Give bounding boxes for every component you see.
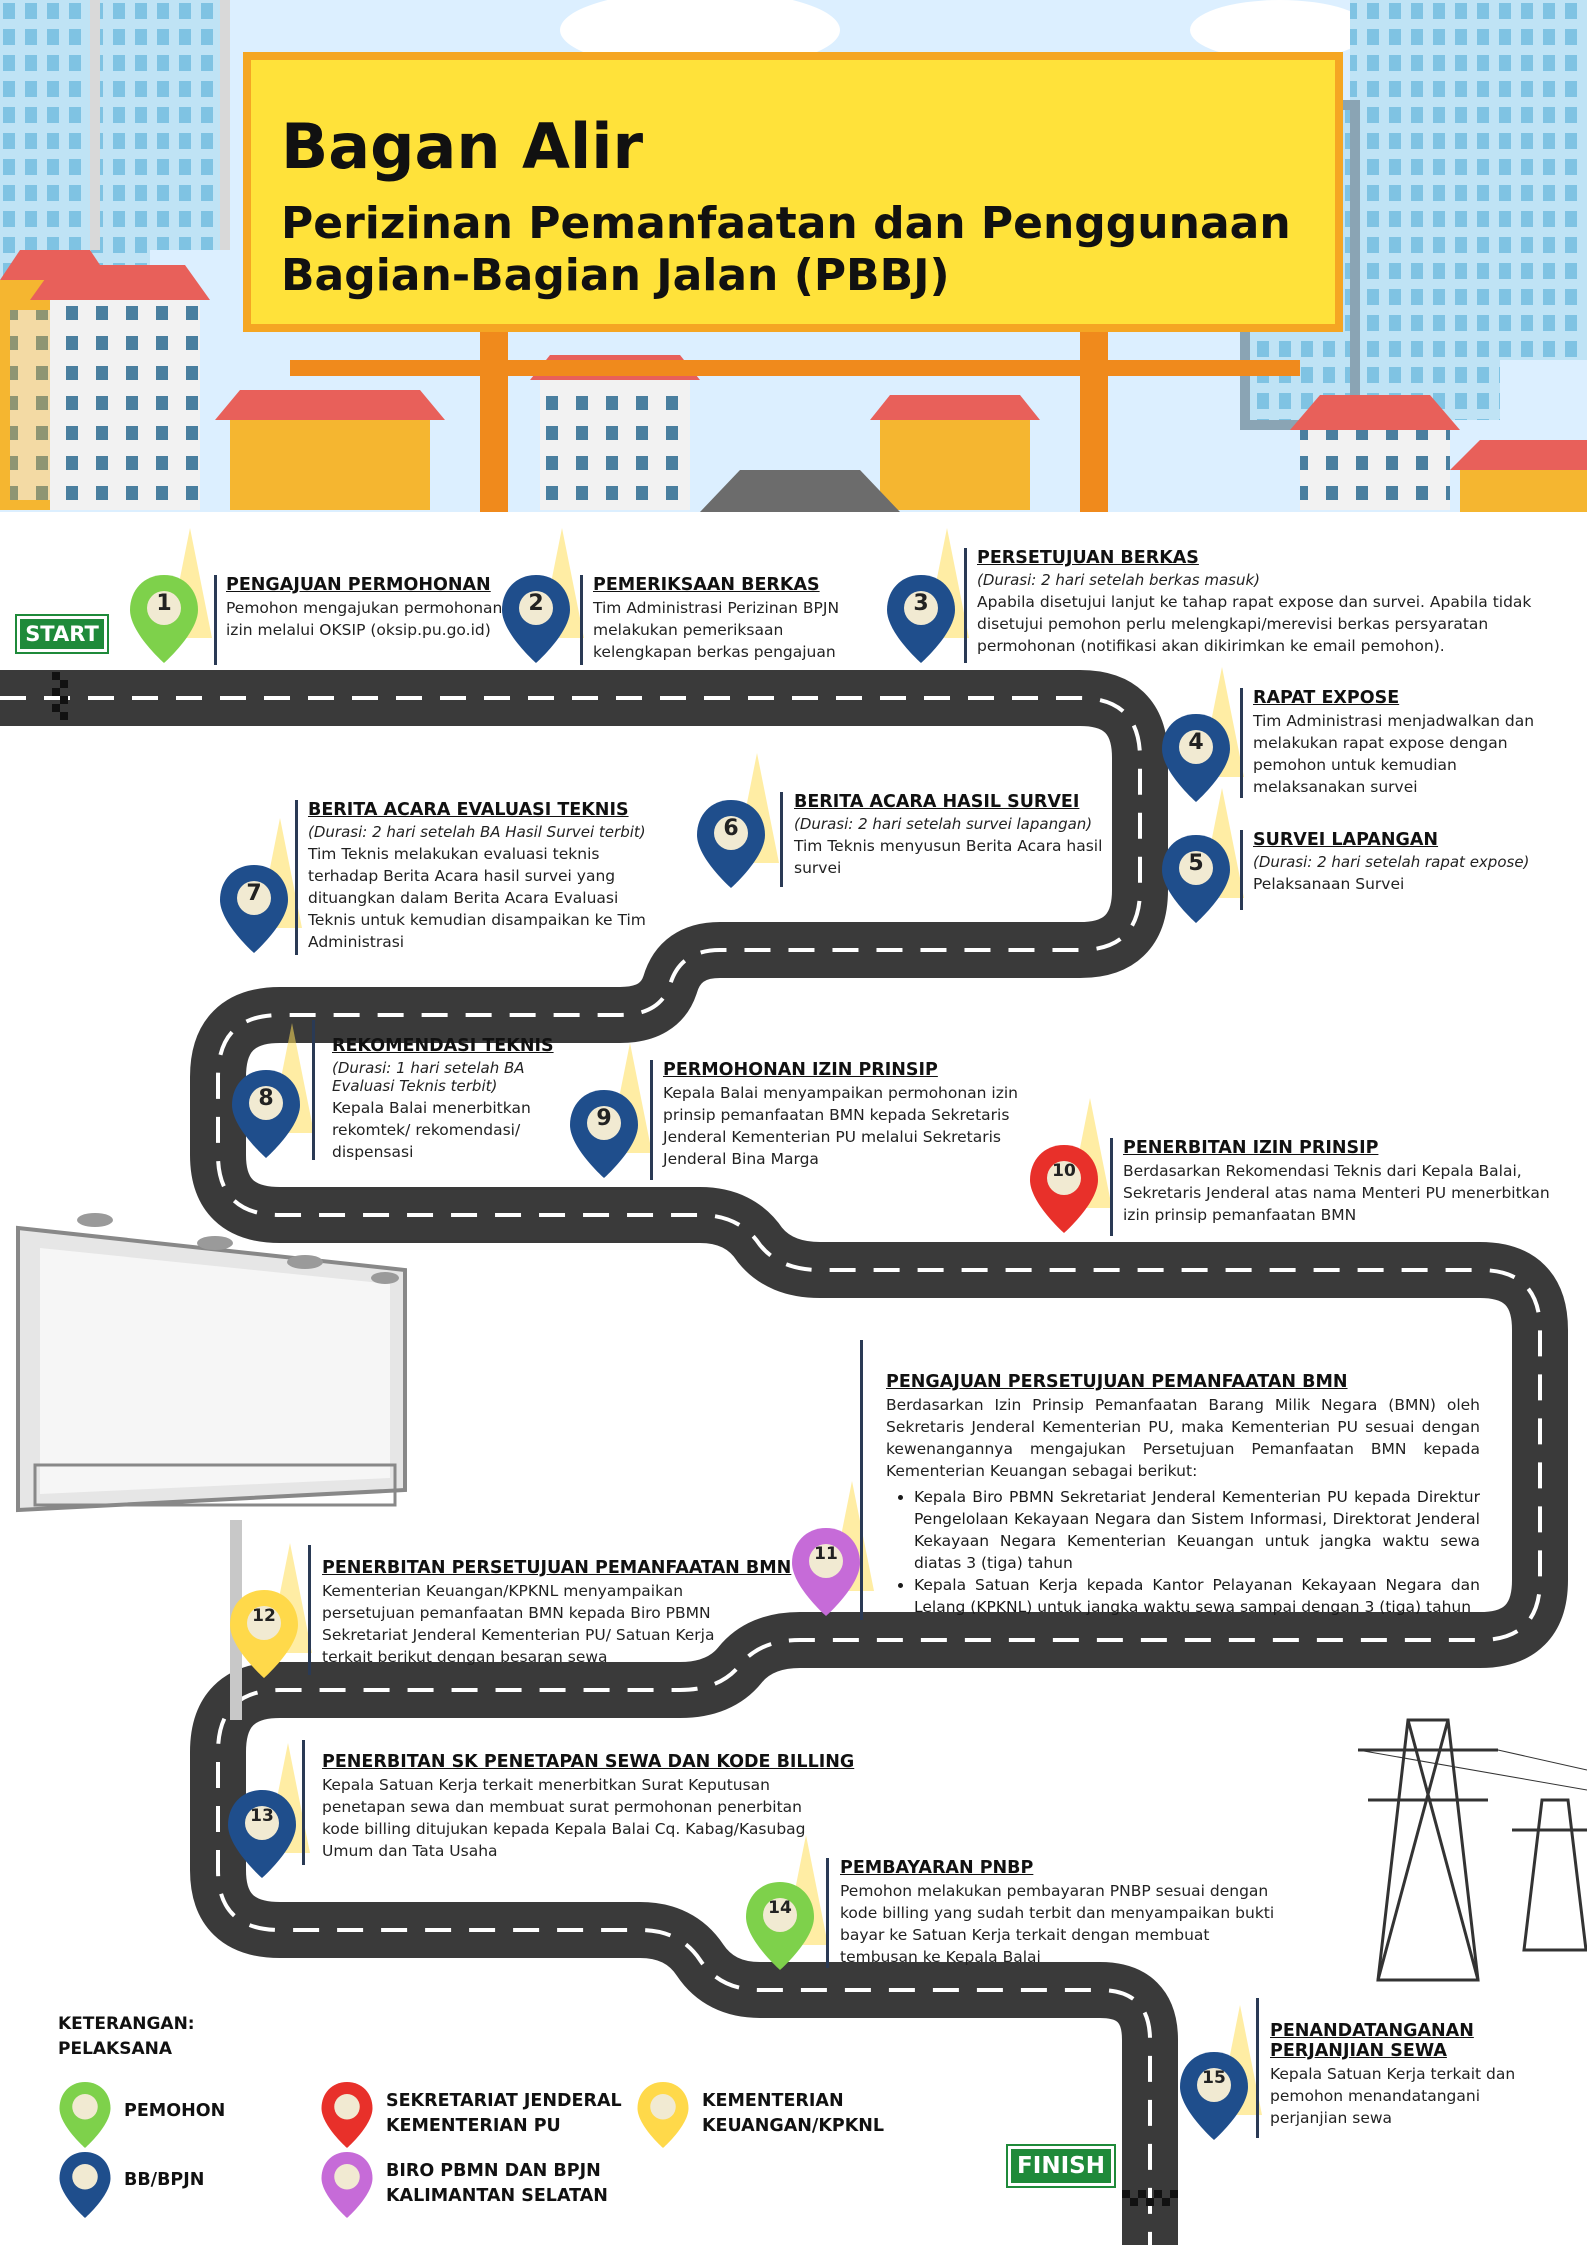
step-4-pole [1240, 688, 1243, 798]
legend-label-biro: BIRO PBMN DAN BPJN KALIMANTAN SELATAN [386, 2161, 608, 2206]
legend-label-sekjen: SEKRETARIAT JENDERAL KEMENTERIAN PU [386, 2091, 622, 2136]
step-15-desc: Kepala Satuan Kerja terkait dan pemohon menandatangani perjanjian sewa [1270, 2065, 1516, 2127]
step-3 [977, 548, 1537, 657]
step-2 [593, 575, 855, 663]
step-15-pin-icon [1178, 2050, 1250, 2142]
step-1 [226, 575, 506, 641]
legend-heading-line1: KETERANGAN: [58, 2014, 195, 2034]
step-3-title: PERSETUJUAN BERKAS [977, 548, 1199, 568]
legend-pin-icon-1 [58, 2080, 112, 2150]
page-subtitle-line1: Perizinan Pemanfaatan dan Penggunaan [281, 198, 1291, 249]
step-7-pin-icon [218, 863, 290, 955]
step-1-pin-icon [128, 573, 200, 665]
step-11 [886, 1372, 1480, 1618]
finish-sign: FINISH [1008, 2146, 1114, 2186]
step-14-title: PEMBAYARAN PNBP [840, 1858, 1034, 1878]
step-7-desc: Tim Teknis melakukan evaluasi teknis terhadap Berita Acara hasil survei yang dituangkan dalam Berita Acara Evaluasi Teknis untuk kemudian disampaikan ke Tim Administrasi [308, 845, 646, 951]
step-10 [1123, 1138, 1563, 1226]
step-2-desc: Tim Administrasi Perizinan BPJN melakukan pemeriksaan kelengkapan berkas pengajuan [593, 599, 840, 661]
step-2-pin-icon [500, 573, 572, 665]
legend-label-keuangan: KEMENTERIAN KEUANGAN/KPKNL [702, 2091, 885, 2136]
legend-pin-icon-3 [320, 2080, 374, 2150]
step-8-pin-icon [230, 1068, 302, 1160]
start-sign: START [17, 616, 107, 652]
step-3-duration: (Durasi: 2 hari setelah berkas masuk) [977, 571, 1261, 589]
step-3-pin-icon [885, 573, 957, 665]
step-10-desc: Berdasarkan Rekomendasi Teknis dari Kepala Balai, Sekretaris Jenderal atas nama Menteri PU menerbitkan izin prinsip pemanfaatan BMN [1123, 1162, 1550, 1224]
step-14-number: 14 [768, 1898, 792, 1918]
step-12-desc: Kementerian Keuangan/KPKNL menyampaikan persetujuan pemanfaatan BMN kepada Biro PBMN Sekretariat Jenderal Kementerian PU/ Satuan Kerja terkait berikut dengan besaran sewa [322, 1582, 715, 1666]
step-6-desc: Tim Teknis menyusun Berita Acara hasil survei [794, 837, 1103, 877]
step-15-number: 15 [1202, 2068, 1226, 2088]
step-5-desc: Pelaksanaan Survei [1253, 875, 1405, 893]
step-1-pole [214, 575, 217, 665]
step-7-number: 7 [246, 881, 262, 906]
step-8-duration: (Durasi: 1 hari setelah BA Evaluasi Teknis terbit) [332, 1059, 525, 1095]
step-1-desc: Pemohon mengajukan permohonan izin melalui OKSIP (oksip.pu.go.id) [226, 599, 503, 639]
step-12 [322, 1558, 792, 1668]
step-5-pole [1240, 830, 1243, 910]
step-7-title: BERITA ACARA EVALUASI TEKNIS [308, 800, 629, 820]
step-1-number: 1 [156, 591, 172, 616]
step-11-bullet-2: • Kepala Satuan Kerja kepada Kantor Pelayanan Kekayaan Negara dan Lelang (KPKNL) untuk jangka waktu sewa sampai dengan 3 (tiga) tahun [914, 1574, 1480, 1618]
step-6-number: 6 [723, 816, 739, 841]
power-tower-illustration [1358, 1720, 1587, 1980]
step-14-desc: Pemohon melakukan pembayaran PNBP sesuai dengan kode billing yang sudah terbit dan menyampaikan bukti bayar ke Satuan Kerja terkait dengan membuat tembusan ke Kepala Balai [840, 1882, 1275, 1966]
step-15-pole [1256, 1998, 1259, 2138]
step-12-pin-icon [228, 1588, 300, 1680]
step-3-number: 3 [913, 591, 929, 616]
step-11-number: 11 [814, 1544, 838, 1564]
step-14-pole [826, 1858, 829, 1968]
step-2-number: 2 [528, 591, 544, 616]
step-11-title: PENGAJUAN PERSETUJUAN PEMANFAATAN BMN [886, 1372, 1348, 1392]
legend-pin-icon-5 [636, 2080, 690, 2150]
legend [58, 2012, 195, 2062]
step-5-title: SURVEI LAPANGAN [1253, 830, 1439, 850]
step-6-pole [780, 792, 783, 887]
step-3-pole [964, 548, 967, 663]
step-8-title: REKOMENDASI TEKNIS [332, 1036, 554, 1056]
step-4-title: RAPAT EXPOSE [1253, 688, 1400, 708]
step-6-pin-icon [695, 798, 767, 890]
step-4 [1253, 688, 1553, 798]
step-10-pole [1110, 1138, 1113, 1236]
step-12-pole [308, 1545, 311, 1675]
step-15-title-line1: PENANDATANGANAN [1270, 2021, 1474, 2041]
step-4-number: 4 [1188, 730, 1204, 755]
legend-heading-line2: PELAKSANA [58, 2039, 173, 2059]
step-12-number: 12 [252, 1606, 276, 1626]
step-13-number: 13 [250, 1806, 274, 1826]
step-3-desc: Apabila disetujui lanjut ke tahap rapat expose dan survei. Apabila tidak disetujui pemohon perlu melengkapi/merevisi berkas persyaratan permohonan (notifikasi akan dikirimkan ke email pemohon). [977, 593, 1532, 655]
step-8-number: 8 [258, 1086, 274, 1111]
step-5-duration: (Durasi: 2 hari setelah rapat expose) [1253, 853, 1530, 871]
step-13-pin-icon [226, 1788, 298, 1880]
step-8-pole [312, 1020, 315, 1160]
step-8 [332, 1036, 557, 1163]
legend-pin-icon-4 [320, 2150, 374, 2220]
step-9-title: PERMOHONAN IZIN PRINSIP [663, 1060, 938, 1080]
step-13-title: PENERBITAN SK PENETAPAN SEWA DAN KODE BILLING [322, 1752, 855, 1772]
step-5-pin-icon [1160, 833, 1232, 925]
step-9-number: 9 [596, 1106, 612, 1131]
step-11-pin-icon [790, 1526, 862, 1618]
step-2-pole [580, 575, 583, 665]
step-13-pole [302, 1740, 305, 1865]
step-11-bullets [886, 1486, 1480, 1618]
step-6 [794, 792, 1114, 879]
step-4-desc: Tim Administrasi menjadwalkan dan melakukan rapat expose dengan pemohon untuk kemudian melaksanakan survei [1253, 712, 1535, 796]
step-6-title: BERITA ACARA HASIL SURVEI [794, 792, 1080, 812]
step-13 [322, 1752, 855, 1862]
step-9-pin-icon [568, 1088, 640, 1180]
step-12-title: PENERBITAN PERSETUJUAN PEMANFAATAN BMN [322, 1558, 792, 1578]
step-7-pole [295, 800, 298, 955]
step-5-number: 5 [1188, 851, 1204, 876]
step-2-title: PEMERIKSAAN BERKAS [593, 575, 820, 595]
step-11-desc: Berdasarkan Izin Prinsip Pemanfaatan Barang Milik Negara (BMN) oleh Sekretaris Jenderal Kementerian PU, maka Kementerian PU sesuai dengan kewenangannya mengajukan Persetujuan Pemanfaatan BMN kepada Kementerian Keuangan sebagai berikut: [886, 1396, 1480, 1480]
step-9 [663, 1060, 1023, 1170]
step-14-pin-icon [744, 1880, 816, 1972]
step-9-desc: Kepala Balai menyampaikan permohonan izin prinsip pemanfaatan BMN kepada Sekretaris Jenderal Kementerian PU melalui Sekretaris Jenderal Bina Marga [663, 1084, 1019, 1168]
legend-label-bbpjn: BB/BPJN [124, 2170, 205, 2190]
step-8-desc: Kepala Balai menerbitkan rekomtek/ rekomendasi/ dispensasi [332, 1099, 531, 1161]
step-10-pin-icon [1028, 1143, 1100, 1235]
step-6-duration: (Durasi: 2 hari setelah survei lapangan) [794, 815, 1093, 833]
legend-pin-icon-2 [58, 2150, 112, 2220]
step-5 [1253, 830, 1563, 895]
step-10-number: 10 [1052, 1161, 1076, 1181]
step-15 [1270, 2021, 1540, 2129]
step-7-duration: (Durasi: 2 hari setelah BA Hasil Survei terbit) [308, 823, 646, 841]
step-1-title: PENGAJUAN PERMOHONAN [226, 575, 491, 595]
page-title: Bagan Alir [281, 110, 644, 183]
page-subtitle-line2: Bagian-Bagian Jalan (PBBJ) [281, 250, 950, 301]
step-11-pole [860, 1340, 863, 1620]
legend-label-pemohon: PEMOHON [124, 2101, 226, 2121]
step-11-bullet-1: • Kepala Biro PBMN Sekretariat Jenderal Kementerian PU kepada Direktur Pengelolaan Kekayaan Negara dan Sistem Informasi, Direktorat Jenderal Kekayaan Negara Kementerian Keuangan untuk jangka waktu sewa diatas 3 (tiga) tahun [914, 1486, 1480, 1574]
step-9-pole [650, 1060, 653, 1180]
step-15-title-line2: PERJANJIAN SEWA [1270, 2041, 1447, 2061]
step-7 [308, 800, 653, 953]
step-14 [840, 1858, 1280, 1968]
step-13-desc: Kepala Satuan Kerja terkait menerbitkan Surat Keputusan penetapan sewa dan membuat surat permohonan penerbitan kode billing ditujukan kepada Kepala Balai Cq. Kabag/Kasubag Umum dan Tata Usaha [322, 1776, 806, 1860]
step-10-title: PENERBITAN IZIN PRINSIP [1123, 1138, 1379, 1158]
